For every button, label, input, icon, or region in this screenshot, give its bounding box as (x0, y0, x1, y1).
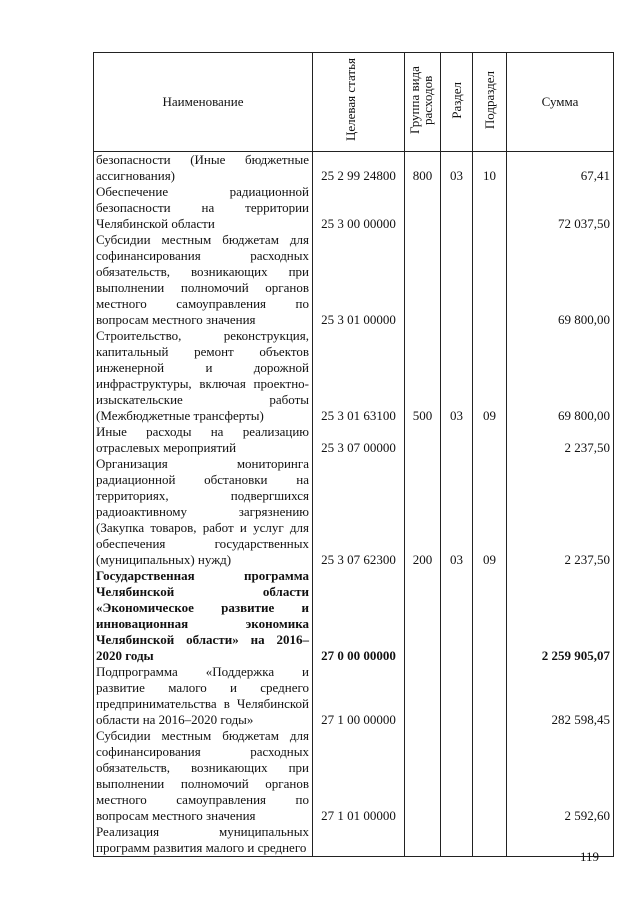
row-target-article: 25 3 07 62300 (313, 456, 405, 568)
row-expense-group: 200 (405, 456, 441, 568)
row-section: 03 (441, 152, 473, 185)
header-target-article: Целевая статья (313, 53, 405, 152)
row-section (441, 232, 473, 328)
row-expense-group (405, 232, 441, 328)
row-subsection: 10 (473, 152, 507, 185)
row-sum: 2 592,60 (507, 728, 614, 824)
row-expense-group (405, 824, 441, 857)
row-sum: 2 237,50 (507, 424, 614, 456)
row-sum: 2 259 905,07 (507, 568, 614, 664)
table-row (94, 456, 614, 568)
row-expense-group (405, 424, 441, 456)
budget-table-page (93, 52, 613, 855)
row-target-article (313, 824, 405, 857)
row-sum: 2 237,50 (507, 456, 614, 568)
row-expense-group (405, 728, 441, 824)
row-section: 03 (441, 328, 473, 424)
row-target-article: 27 1 01 00000 (313, 728, 405, 824)
row-name: Подпрограмма «Поддержка и развитие малого и среднего предпринимательства в Челябинской области на 2016–2020 годы» (94, 664, 313, 728)
row-sum: 69 800,00 (507, 232, 614, 328)
table-row (94, 328, 614, 424)
row-target-article: 25 3 00 00000 (313, 184, 405, 232)
row-section (441, 728, 473, 824)
row-subsection (473, 728, 507, 824)
row-subsection (473, 184, 507, 232)
row-target-article: 25 3 01 63100 (313, 328, 405, 424)
row-expense-group (405, 568, 441, 664)
table-row (94, 152, 614, 185)
row-target-article: 25 2 99 24800 (313, 152, 405, 185)
table-row (94, 664, 614, 728)
row-sum: 282 598,45 (507, 664, 614, 728)
row-subsection (473, 664, 507, 728)
row-sum: 67,41 (507, 152, 614, 185)
header-expense-group: Группа вида расходов (405, 53, 441, 152)
table-row (94, 184, 614, 232)
header-name: Наименование (94, 53, 313, 152)
row-target-article: 27 1 00 00000 (313, 664, 405, 728)
row-expense-group (405, 664, 441, 728)
row-name: Государственная программа Челябинской области «Экономическое развитие и инновационная экономика Челябинской области» на 2016–2020 годы (94, 568, 313, 664)
row-subsection (473, 824, 507, 857)
row-name: безопасности (Иные бюджетные ассигнования) (94, 152, 313, 185)
table-row (94, 728, 614, 824)
row-name: Субсидии местным бюджетам для софинансирования расходных обязательств, возникающих при выполнении полномочий органов местного самоуправления по вопросам местного значения (94, 728, 313, 824)
row-section (441, 824, 473, 857)
row-subsection (473, 424, 507, 456)
row-target-article: 25 3 07 00000 (313, 424, 405, 456)
row-name: Обеспечение радиационной безопасности на территории Челябинской области (94, 184, 313, 232)
row-section (441, 184, 473, 232)
table-row (94, 824, 614, 857)
row-expense-group (405, 184, 441, 232)
row-subsection: 09 (473, 328, 507, 424)
row-name: Реализация муниципальных программ развития малого и среднего (94, 824, 313, 857)
row-sum: 69 800,00 (507, 328, 614, 424)
header-subsection: Подраздел (473, 53, 507, 152)
row-name: Иные расходы на реализацию отраслевых мероприятий (94, 424, 313, 456)
row-target-article: 25 3 01 00000 (313, 232, 405, 328)
table-row (94, 424, 614, 456)
budget-table (93, 52, 614, 857)
row-section (441, 568, 473, 664)
row-sum: 72 037,50 (507, 184, 614, 232)
header-section: Раздел (441, 53, 473, 152)
table-row (94, 232, 614, 328)
row-subsection: 09 (473, 456, 507, 568)
header-sum: Сумма (507, 53, 614, 152)
table-header-row (94, 53, 614, 152)
row-name: Строительство, реконструкция, капитальный ремонт объектов инженерной и дорожной инфраструктуры, включая проектно-изыскательские работы (Межбюджетные трансферты) (94, 328, 313, 424)
row-expense-group: 500 (405, 328, 441, 424)
row-section: 03 (441, 456, 473, 568)
row-name: Субсидии местным бюджетам для софинансирования расходных обязательств, возникающих при выполнении полномочий органов местного самоуправления по вопросам местного значения (94, 232, 313, 328)
row-subsection (473, 568, 507, 664)
page-number: 119 (580, 849, 600, 864)
row-section (441, 664, 473, 728)
row-subsection (473, 232, 507, 328)
table-row (94, 568, 614, 664)
row-expense-group: 800 (405, 152, 441, 185)
row-section (441, 424, 473, 456)
row-name: Организация мониторинга радиационной обстановки на территориях, подвергшихся радиоактивному загрязнению (Закупка товаров, работ и услуг для обеспечения государственных (муниципальных) нужд) (94, 456, 313, 568)
row-target-article: 27 0 00 00000 (313, 568, 405, 664)
